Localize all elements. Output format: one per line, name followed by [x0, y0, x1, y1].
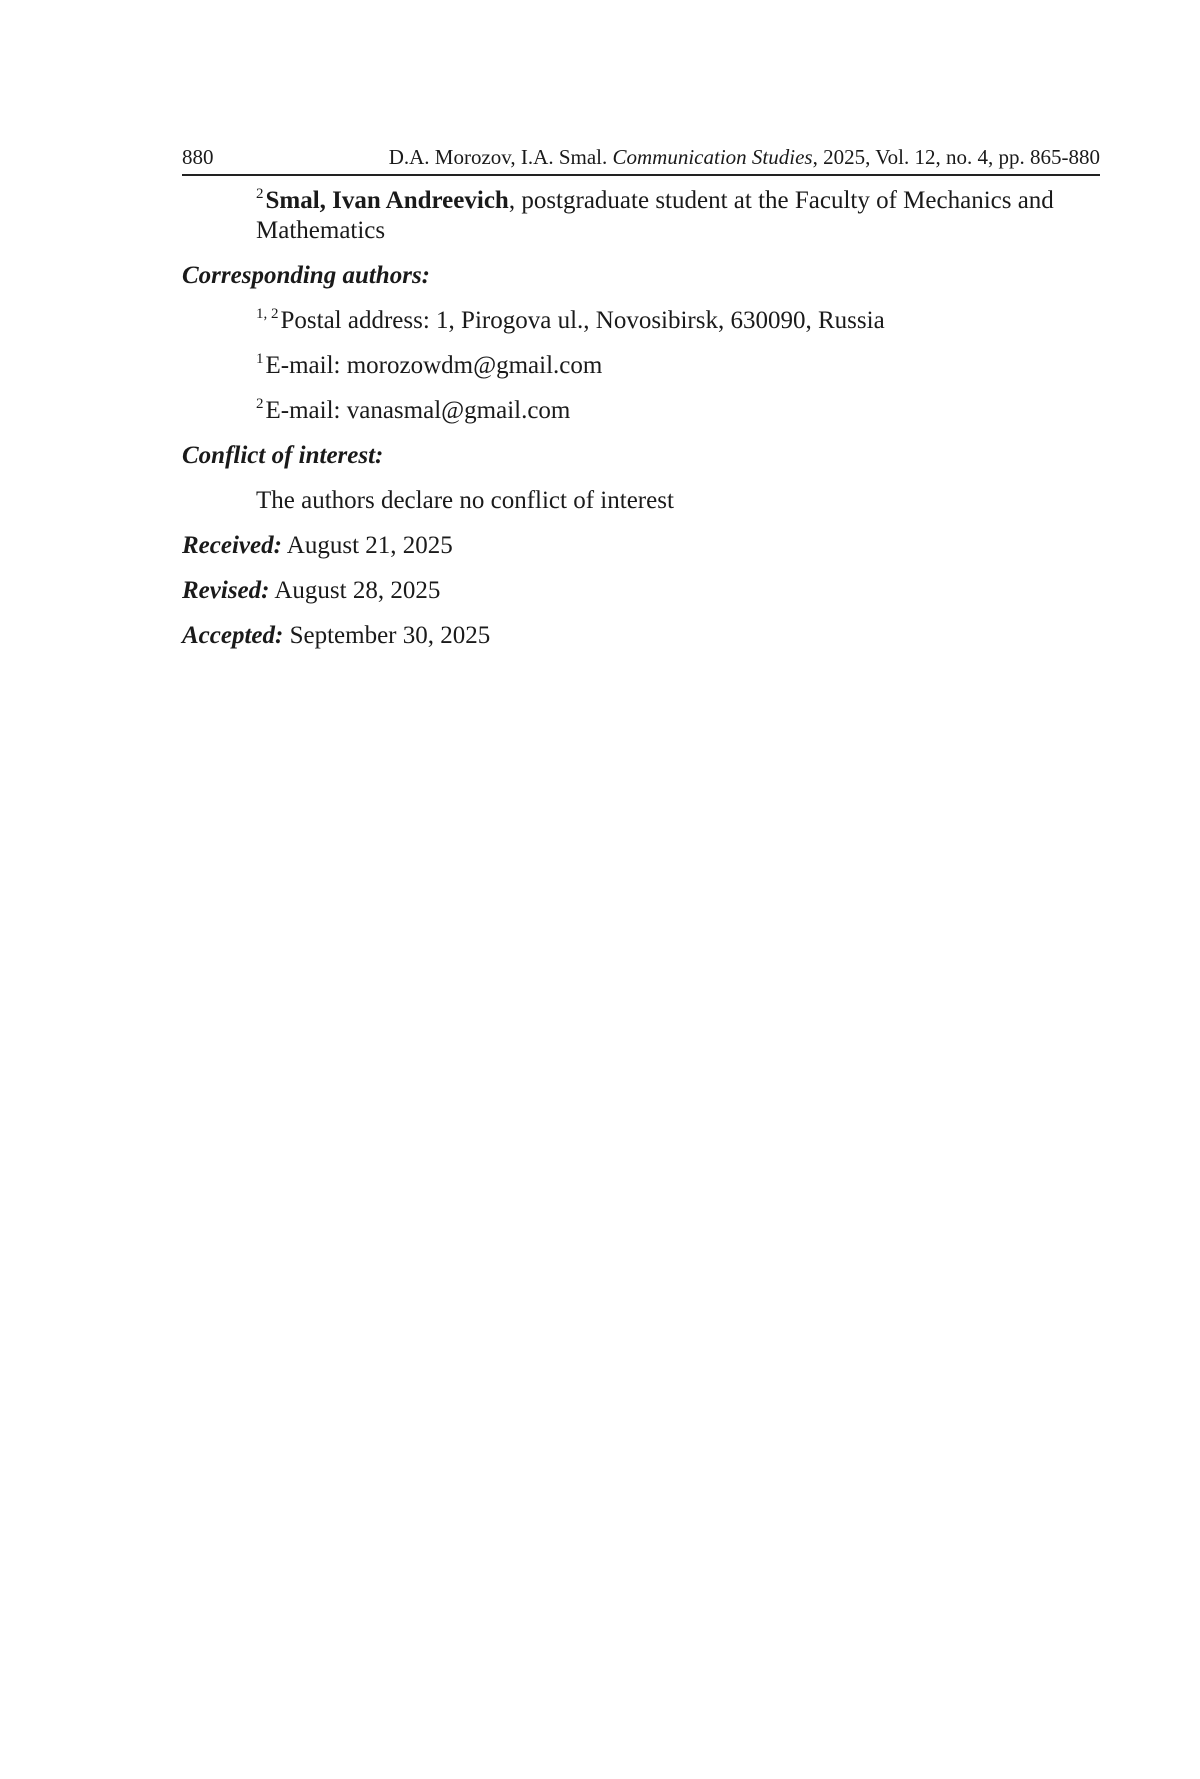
email-1-text: E-mail: morozowdm@gmail.com — [265, 352, 603, 379]
email-2-marker: 2 — [256, 396, 264, 412]
email-2-text: E-mail: vanasmal@gmail.com — [265, 397, 571, 424]
accepted-value: September 30, 2025 — [283, 622, 491, 649]
conflict-of-interest-text: The authors declare no conflict of interest — [256, 487, 674, 514]
author-2-marker: 2 — [256, 186, 264, 202]
postal-address-text: Postal address: 1, Pirogova ul., Novosibirsk, 630090, Russia — [280, 307, 885, 334]
revised-label: Revised: — [182, 577, 270, 604]
accepted-date — [182, 621, 1100, 651]
citation-journal: Communication Studies — [612, 145, 813, 169]
postal-address-marker: 1, 2 — [256, 306, 279, 322]
page-number: 880 — [182, 145, 214, 169]
author-2-name: Smal, Ivan Andreevich — [265, 187, 509, 214]
running-header — [182, 144, 1100, 176]
received-date — [182, 531, 1100, 561]
article-info — [182, 186, 1100, 651]
author-2-info — [182, 186, 1100, 246]
citation — [389, 144, 1100, 170]
revised-date — [182, 576, 1100, 606]
email-2 — [182, 396, 1100, 426]
citation-authors: D.A. Morozov, I.A. Smal. — [388, 145, 608, 169]
author-2-description-cont: Mathematics — [256, 217, 386, 244]
conflict-of-interest-heading: Conflict of interest: — [182, 442, 384, 469]
revised-value: August 28, 2025 — [269, 577, 441, 604]
received-value: August 21, 2025 — [281, 532, 453, 559]
email-1-marker: 1 — [256, 351, 264, 367]
author-2-description: , postgraduate student at the Faculty of Mechanics and — [508, 187, 1054, 214]
corresponding-authors-heading: Corresponding authors: — [182, 262, 430, 289]
postal-address — [182, 306, 1100, 336]
accepted-label: Accepted: — [182, 622, 284, 649]
email-1 — [182, 351, 1100, 381]
citation-details: , 2025, Vol. 12, no. 4, pp. 865-880 — [812, 145, 1100, 169]
received-label: Received: — [182, 532, 282, 559]
